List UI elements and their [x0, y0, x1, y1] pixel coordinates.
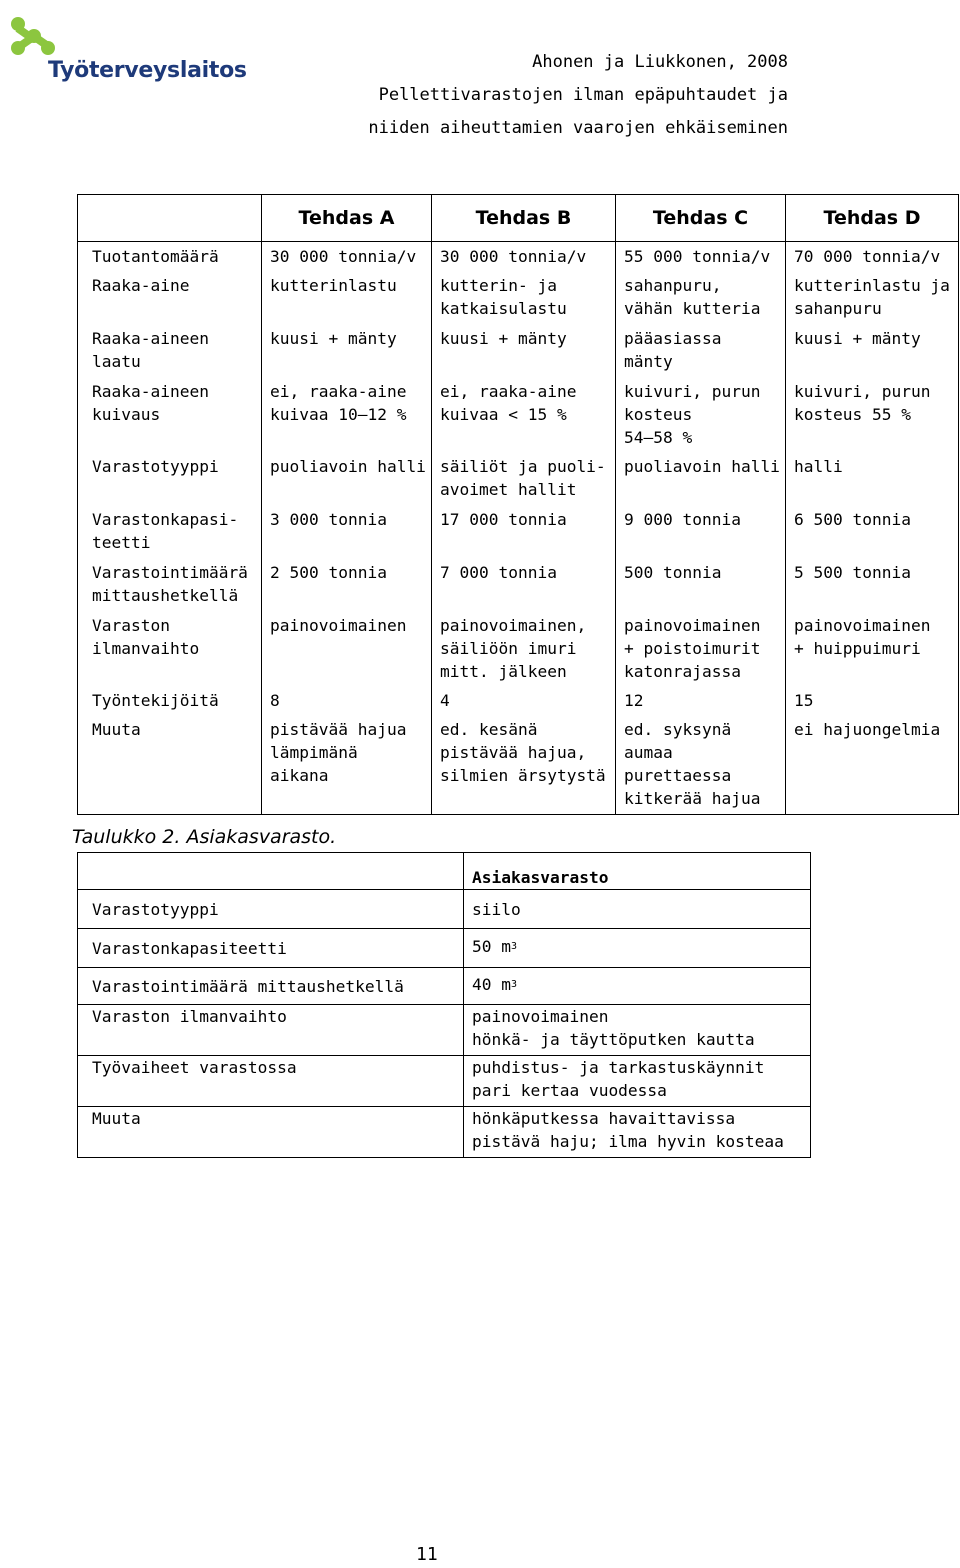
- customer-storage-table: [77, 852, 811, 1158]
- header-cell: Asiakasvarasto: [464, 853, 811, 890]
- table-cell: [464, 968, 811, 1005]
- table-row: [78, 686, 959, 715]
- table-cell: puoliavoin halli: [262, 452, 432, 505]
- table-cell: 5 500 tonnia: [786, 558, 959, 611]
- table-cell: kuivuri, purun kosteus 55 %: [786, 377, 959, 452]
- row-label: Raaka-aineen laatu: [78, 324, 262, 377]
- header-cell: Tehdas A: [262, 195, 432, 242]
- header-title-line1: Pellettivarastojen ilman epäpuhtaudet ja: [378, 85, 788, 105]
- document-header: [368, 46, 788, 145]
- table-cell: 8: [262, 686, 432, 715]
- table-cell: kuusi + mänty: [262, 324, 432, 377]
- table-header-row: [78, 195, 959, 242]
- table-caption: Taulukko 2. Asiakasvarasto.: [72, 826, 337, 848]
- table-cell: kutterinlastu: [262, 271, 432, 324]
- table-row: [78, 271, 959, 324]
- table-row: [78, 558, 959, 611]
- header-cell-empty: [78, 853, 464, 890]
- row-label: Raaka-aine: [78, 271, 262, 324]
- cell-value: hönkäputkessa havaittavissa pistävä haju; ilma hyvin kosteaa: [472, 1109, 784, 1151]
- row-label: Tuotantomäärä: [78, 242, 262, 272]
- page-number: 11: [416, 1544, 438, 1565]
- table-cell: 70 000 tonnia/v: [786, 242, 959, 272]
- table-cell: painovoimainen: [262, 611, 432, 686]
- table-cell: kuusi + mänty: [786, 324, 959, 377]
- table-cell: kutterin- ja katkaisulastu: [432, 271, 616, 324]
- table-cell: pääasiassa mänty: [616, 324, 786, 377]
- table-row: [78, 377, 959, 452]
- table-cell: ei, raaka-aine kuivaa < 15 %: [432, 377, 616, 452]
- table-cell: painovoimainen + poistoimurit katonrajassa: [616, 611, 786, 686]
- table-cell: 55 000 tonnia/v: [616, 242, 786, 272]
- table-cell: ed. syksynä aumaa purettaessa kitkerää hajua: [616, 715, 786, 815]
- row-label: Työvaiheet varastossa: [78, 1056, 464, 1107]
- table-cell: 12: [616, 686, 786, 715]
- row-label: Varastonkapasiteetti: [78, 929, 464, 968]
- table-row: [78, 505, 959, 558]
- table-row: [78, 890, 811, 929]
- row-label: Varastointimäärä mittaushetkellä: [78, 558, 262, 611]
- table-row: [78, 968, 811, 1005]
- row-label: Varastotyyppi: [78, 890, 464, 929]
- table-cell: halli: [786, 452, 959, 505]
- row-label: Muuta: [78, 1107, 464, 1158]
- unit-exponent: 3: [510, 979, 518, 990]
- table-cell: painovoimainen + huippuimuri: [786, 611, 959, 686]
- table-row: [78, 611, 959, 686]
- table-cell: 500 tonnia: [616, 558, 786, 611]
- row-label: Varastonkapasi- teetti: [78, 505, 262, 558]
- cell-value: 50 m: [472, 937, 511, 956]
- table-cell: 2 500 tonnia: [262, 558, 432, 611]
- table-cell: [464, 929, 811, 968]
- unit-exponent: 3: [510, 941, 518, 952]
- logo: [2, 8, 247, 86]
- header-cell: Tehdas C: [616, 195, 786, 242]
- table-cell: [464, 1107, 811, 1158]
- row-label: Varaston ilmanvaihto: [78, 611, 262, 686]
- table-cell: 15: [786, 686, 959, 715]
- header-title-line2: niiden aiheuttamien vaarojen ehkäiseminen: [368, 118, 788, 138]
- table-row: [78, 1056, 811, 1107]
- header-authors: Ahonen ja Liukkonen, 2008: [532, 52, 788, 72]
- table-cell: 17 000 tonnia: [432, 505, 616, 558]
- cell-value: painovoimainen hönkä- ja täyttöputken kautta: [472, 1007, 755, 1049]
- table-cell: 7 000 tonnia: [432, 558, 616, 611]
- cell-value: 40 m: [472, 975, 511, 994]
- header-cell: Tehdas B: [432, 195, 616, 242]
- table-cell: puoliavoin halli: [616, 452, 786, 505]
- table-cell: [464, 1056, 811, 1107]
- table-row: [78, 242, 959, 272]
- row-label: Varaston ilmanvaihto: [78, 1005, 464, 1056]
- table-cell: pistävää hajua lämpimänä aikana: [262, 715, 432, 815]
- table-cell: 30 000 tonnia/v: [432, 242, 616, 272]
- table-cell: ei, raaka-aine kuivaa 10–12 %: [262, 377, 432, 452]
- table-row: [78, 715, 959, 815]
- header-cell: Tehdas D: [786, 195, 959, 242]
- cell-value: siilo: [472, 899, 521, 919]
- factory-comparison-table: [77, 194, 959, 815]
- table-cell: säiliöt ja puoli- avoimet hallit: [432, 452, 616, 505]
- table-cell: 9 000 tonnia: [616, 505, 786, 558]
- table-cell: 3 000 tonnia: [262, 505, 432, 558]
- table-cell: 4: [432, 686, 616, 715]
- table-cell: kuusi + mänty: [432, 324, 616, 377]
- row-label: Varastointimäärä mittaushetkellä: [78, 968, 464, 1005]
- table-row: [78, 1107, 811, 1158]
- table-cell: 30 000 tonnia/v: [262, 242, 432, 272]
- table-cell: kutterinlastu ja sahanpuru: [786, 271, 959, 324]
- table-row: [78, 324, 959, 377]
- row-label: Varastotyyppi: [78, 452, 262, 505]
- table-header-row: [78, 853, 811, 890]
- table-row: [78, 452, 959, 505]
- table-cell: painovoimainen, säiliöön imuri mitt. jälkeen: [432, 611, 616, 686]
- row-label: Työntekijöitä: [78, 686, 262, 715]
- table-row: [78, 1005, 811, 1056]
- table-cell: [464, 1005, 811, 1056]
- header-cell: [78, 195, 262, 242]
- table-cell: kuivuri, purun kosteus 54–58 %: [616, 377, 786, 452]
- table-cell: [464, 890, 811, 929]
- logo-wordmark: Työterveyslaitos: [48, 58, 247, 83]
- row-label: Muuta: [78, 715, 262, 815]
- table-row: [78, 929, 811, 968]
- table-cell: ed. kesänä pistävää hajua, silmien ärsytystä: [432, 715, 616, 815]
- cell-value: puhdistus- ja tarkastuskäynnit pari kertaa vuodessa: [472, 1058, 765, 1100]
- table-cell: 6 500 tonnia: [786, 505, 959, 558]
- table-cell: sahanpuru, vähän kutteria: [616, 271, 786, 324]
- row-label: Raaka-aineen kuivaus: [78, 377, 262, 452]
- table-cell: ei hajuongelmia: [786, 715, 959, 815]
